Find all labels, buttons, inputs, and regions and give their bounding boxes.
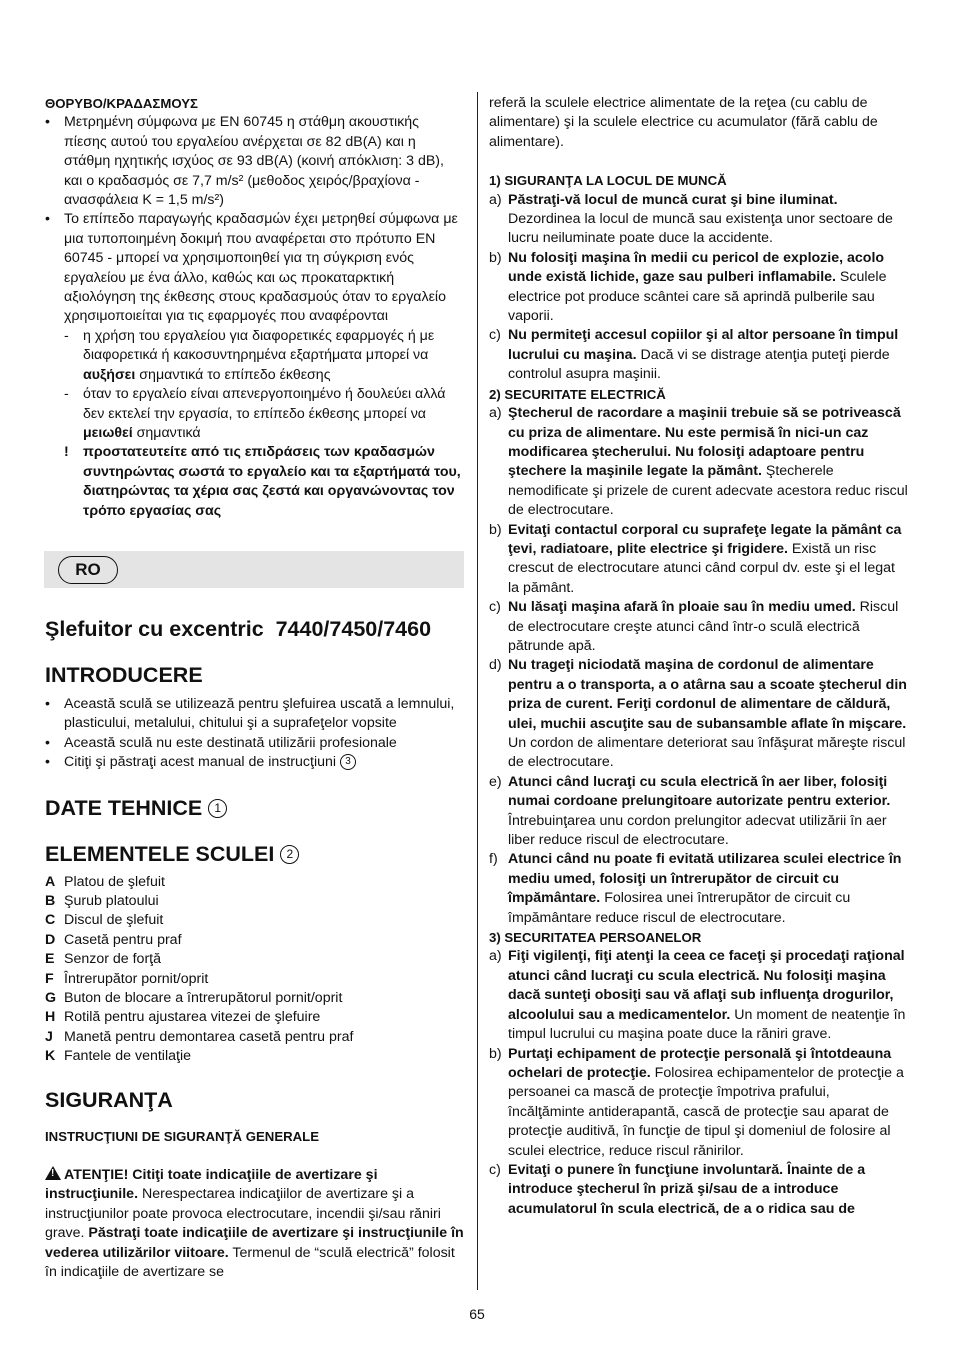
safety-item: [489, 404, 909, 520]
right-column: [489, 94, 909, 1219]
safety-item-letter: c): [489, 327, 501, 344]
safety-item: [489, 773, 909, 851]
bullet-marker: •: [45, 114, 50, 131]
greek-dash-1-text: [83, 327, 465, 385]
safety-item-bold: Păstraţi-vă locul de muncă curat şi bine iluminat.: [508, 191, 838, 208]
element-key: J: [45, 1028, 53, 1045]
greek-dash-1-pre: η χρήση του εργαλείου για διαφορετικές εφαρμογές ή με διαφορετικά ή κακοσυντηρημένα εξαρτήματα μπορεί να: [83, 327, 435, 364]
tech-heading-label: DATE TEHNICE: [45, 795, 203, 820]
safety-item: [489, 850, 909, 928]
greek-dash-1-post: σημαντικά το επίπεδο έκθεσης: [135, 366, 331, 383]
greek-exclamation-text: προστατευτείτε από τις επιδράσεις των κραδασμών συντηρώντας σωστά το εργαλείο και τα εξαρτήματά του, διατηρώντας τα χέρια σας ζεστά και οργανώνοντας τον τρόπο εργασίας σας: [83, 444, 461, 519]
intro-bullet: [45, 753, 465, 772]
section-2-list: [489, 404, 909, 928]
intro-bullet-3-text: [64, 753, 465, 772]
section-3-heading: 3) SECURITATEA PERSOANELOR: [489, 930, 702, 946]
safety-item: [489, 326, 909, 384]
warning-triangle-icon: [45, 1166, 61, 1180]
bullet-marker: •: [45, 734, 50, 751]
dash-marker: -: [64, 386, 69, 403]
intro-bullet: [45, 695, 465, 734]
safety-item-letter: b): [489, 1045, 502, 1062]
intro-bullet-1-text: Această sculă se utilizează pentru şlefuirea uscată a lemnului, plasticului, metalului, chitului şi a suprafeţelor vopsite: [64, 695, 455, 732]
element-label: Buton de blocare a întrerupătorul pornit/oprit: [64, 990, 343, 1006]
safety-item-text: [508, 249, 909, 327]
safety-item: [489, 249, 909, 327]
element-item: [45, 1047, 465, 1066]
safety-item-bold: Ştecherul de racordare a maşinii trebuie să se potrivească cu priza de alimentare. Nu este permisă în nici-un caz modificarea ştecherului. Nu folosiţi adaptoare pentru ştechere la maşinile legate la pământ.: [508, 405, 901, 480]
intro-bullet-3-label: Citiţi şi păstraţi acest manual de instrucţiuni: [64, 754, 337, 771]
safety-item-body: Folosirea unei întrerupător de circuit cu împământare reduce riscul de electrocutare.: [508, 890, 851, 926]
left-column: [45, 94, 465, 1282]
safety-item-body: Folosirea echipamentelor de protecţie a persoanei ca mască de protecţie împotriva prafului, încălţăminte antiderapantă, cască de protecţie sau aparat de protecţie auditivă, în funcţie de tipul şi domeniul de folosire al sculei electrice, reduce riscul rănirilor.: [508, 1064, 904, 1159]
safety-item-text: [508, 521, 909, 599]
element-label: Senzor de forţă: [64, 951, 162, 968]
general-warning: [45, 1166, 465, 1282]
element-key: F: [45, 970, 54, 987]
element-item: [45, 970, 465, 989]
safety-item-bold: Evitaţi o punere în funcţiune involuntară. Înainte de a introduce ştecherul în priză şi/sau de a introduce acumulatorul în scula electrică, de a o ridica sau de: [508, 1161, 866, 1217]
warning-bold-2: Păstraţi toate indicaţiile de avertizare şi instrucţiunile în vederea utilizărilor viitoare.: [45, 1225, 464, 1261]
figure-ref-1: 1: [208, 799, 227, 818]
safety-item-body: Există un risc crescut de electrocutare atunci când corpul dv. este şi el legat la pământ.: [508, 540, 895, 596]
safety-item-text: [508, 1161, 909, 1219]
element-key: E: [45, 951, 55, 968]
section-1-list: [489, 191, 909, 385]
safety-item-text: [508, 1045, 909, 1161]
safety-heading: SIGURANŢA: [45, 1087, 173, 1112]
safety-item-body: Un cordon de alimentare deteriorat sau înfăşurat măreşte riscul de electrocutare.: [508, 735, 906, 771]
greek-bullet-1: [45, 113, 465, 210]
element-key: K: [45, 1048, 56, 1065]
safety-item-body: Dezordinea la locul de muncă sau existenţa unor sectoare de lucru neiluminate poate duce la accidente.: [508, 211, 893, 247]
element-key: D: [45, 931, 56, 948]
element-key: B: [45, 892, 56, 909]
element-key: C: [45, 912, 56, 929]
safety-item-text: [508, 598, 909, 656]
safety-item-text: [508, 850, 909, 928]
dash-marker: -: [64, 327, 69, 344]
safety-item-letter: c): [489, 1161, 501, 1178]
section-1-heading: 1) SIGURANŢA LA LOCUL DE MUNCĂ: [489, 173, 727, 189]
warning-text-1: Nerespectarea indicaţiilor de avertizare şi a instrucţiunilor poate provoca electrocutare, incendii şi/sau răniri grave.: [45, 1186, 441, 1242]
continuation-text: referă la sculele electrice alimentate de la reţea (cu cablu de alimentare) şi la sculele electrice cu acumulator (fără cablu de alimentare).: [489, 95, 878, 150]
intro-heading: INTRODUCERE: [45, 662, 203, 687]
element-label: Discul de şlefuit: [64, 912, 164, 929]
safety-item: [489, 1045, 909, 1161]
safety-item-text: [508, 191, 909, 249]
safety-item-bold: Nu folosiţi maşina în medii cu pericol de explozie, acolo unde există lichide, gaze sau pulberi inflamabile.: [508, 249, 885, 286]
elements-heading-label: ELEMENTELE SCULEI: [45, 841, 275, 866]
safety-item-letter: c): [489, 599, 501, 616]
greek-dash-2-bold: μειωθεί: [83, 424, 133, 441]
safety-item-bold: Fiţi vigilenţi, fiţi atenţi la ceea ce faceţi şi procedaţi raţional atunci când lucraţi cu scula electrică. Nu folosiţi maşina dacă sunteţi obosiţi sau vă aflaţi sub influenţa drogurilor, alcoolului sau a medicamentelor.: [508, 948, 905, 1023]
bullet-marker: •: [45, 754, 50, 771]
language-band: [44, 551, 464, 588]
element-label: Manetă pentru demontarea casetă pentru praf: [64, 1028, 354, 1045]
safety-item-letter: f): [489, 851, 498, 868]
general-safety-heading: INSTRUCŢIUNI DE SIGURANŢĂ GENERALE: [45, 1128, 320, 1144]
section-3-list: [489, 947, 909, 1219]
safety-item-bold: Purtaţi echipament de protecţie personală şi întotdeauna ochelari de protecţie.: [508, 1045, 892, 1081]
safety-item-letter: a): [489, 405, 502, 422]
element-label: Şurub platoului: [64, 892, 159, 909]
intro-bullet-2-text: Această sculă nu este destinată utilizării profesionale: [64, 734, 397, 751]
greek-dash-2-pre: όταν το εργαλείο είναι απενεργοποιημένο ή δουλεύει αλλά δεν εκτελεί την εργασία, το επίπεδο έκθεσης μπορεί να: [83, 386, 446, 422]
safety-item-text: [508, 947, 909, 1044]
safety-item-letter: d): [489, 657, 502, 674]
safety-item-bold: Atunci când nu poate fi evitată utilizarea sculei electrice în mediu umed, folosiţi un întrerupător de circuit cu împământare.: [508, 851, 902, 907]
element-label: Fantele de ventilaţie: [64, 1048, 191, 1065]
safety-item-body: Dacă vi se distrage atenţia puteţi pierde controlul asupra maşinii.: [508, 346, 890, 383]
element-item: [45, 1008, 465, 1027]
element-key: H: [45, 1009, 56, 1026]
greek-dash-2-text: [83, 385, 465, 443]
intro-bullet: [45, 734, 465, 753]
elements-list: [45, 873, 465, 1067]
greek-bullet-2: [45, 210, 465, 326]
safety-item-text: [508, 404, 909, 520]
safety-item-letter: b): [489, 521, 502, 538]
tech-heading: [45, 795, 465, 821]
bullet-marker: •: [45, 211, 50, 228]
figure-ref-3: 3: [340, 754, 356, 770]
element-item: [45, 892, 465, 911]
safety-item-body: Un moment de neatenţie în timpul lucrului cu maşina poate duce la răniri grave.: [508, 1006, 906, 1043]
safety-item-body: Riscul de electrocutare creşte atunci când într-o sculă electrică pătrunde apă.: [508, 599, 899, 654]
element-key: A: [45, 873, 56, 890]
bullet-marker: •: [45, 695, 50, 712]
warning-bold-1: ATENŢIE! Citiţi toate indicaţiile de avertizare şi instrucţiunile.: [45, 1167, 378, 1203]
element-key: G: [45, 990, 57, 1006]
greek-heading: ΘΟΡΥΒΟ/ΚΡΑΔΑΣΜΟΥΣ: [45, 96, 198, 111]
greek-exclamation: [64, 443, 465, 521]
exclamation-icon: !: [64, 444, 69, 461]
safety-item: [489, 598, 909, 656]
element-label: Întrerupător pornit/oprit: [64, 970, 209, 987]
product-title: Şlefuitor cu excentric 7440/7450/7460: [45, 616, 432, 641]
intro-list: [45, 695, 465, 773]
safety-item-letter: e): [489, 773, 502, 790]
element-item: [45, 931, 465, 950]
safety-item: [489, 521, 909, 599]
safety-item-bold: Evitaţi contactul corporal cu suprafeţe legate la pământ ca ţevi, radiatoare, plite electrice şi frigidere.: [508, 521, 902, 557]
element-item: [45, 950, 465, 969]
element-label: Platou de şlefuit: [64, 873, 165, 890]
page-number: 65: [469, 1306, 485, 1322]
safety-item-letter: a): [489, 191, 502, 208]
column-divider: [477, 92, 478, 1290]
element-item: [45, 989, 465, 1008]
safety-item-body: Întrebuinţarea unu cordon prelungitor adecvat utilizării în aer liber reduce riscul de electrocutare.: [508, 812, 887, 849]
element-label: Rotilă pentru ajustarea vitezei de şlefuire: [64, 1009, 321, 1026]
greek-dash-1: [64, 327, 465, 385]
warning-text-2: Termenul de “sculă electrică” folosit în indicaţiile de avertizare se: [45, 1244, 455, 1281]
safety-item-letter: a): [489, 948, 502, 965]
element-label: Casetă pentru praf: [64, 931, 182, 948]
element-item: [45, 911, 465, 930]
safety-item: [489, 191, 909, 249]
safety-item-letter: b): [489, 249, 502, 266]
safety-item-text: [508, 773, 909, 851]
safety-item-bold: Nu trageţi niciodată maşina de cordonul de alimentare pentru a o transporta, a o atârna sau a scoate ştecherul din priza de curent. Feriţi cordonul de alimentare de căldură, ulei, muchii ascuţite sau de subansamble aflate în mişcare.: [508, 657, 907, 732]
safety-item-text: [508, 326, 909, 384]
figure-ref-2: 2: [280, 845, 299, 864]
safety-item: [489, 656, 909, 772]
safety-item-body: Sculele electrice pot produce scântei care să aprindă pulberile sau vaporii.: [508, 269, 887, 325]
safety-item: [489, 1161, 909, 1219]
safety-item-bold: Nu permiteţi accesul copiilor şi al altor persoane în timpul lucrului cu maşina.: [508, 327, 899, 363]
element-item: [45, 1028, 465, 1047]
safety-item-bold: Nu lăsaţi maşina afară în ploaie sau în mediu umed.: [508, 599, 856, 616]
safety-item-text: [508, 656, 909, 772]
elements-heading: [45, 841, 465, 867]
greek-dash-2: [64, 385, 465, 443]
section-2-heading: 2) SECURITATE ELECTRICĂ: [489, 386, 666, 402]
element-item: [45, 873, 465, 892]
safety-item-body: Ştecherele nemodificate şi prizele de curent adecvate acestora reduc riscul de electrocutare.: [508, 463, 908, 519]
greek-dash-1-bold: αυξήσει: [83, 366, 136, 383]
greek-bullet-2-text: Το επίπεδο παραγωγής κραδασμών έχει μετρηθεί σύμφωνα με μια τυποποιημένη δοκιμή που αναφέρεται στο πρότυπο EN 60745 - μπορεί να χρησιμοποιηθεί για τη σύγκριση ενός εργαλείου με ένα άλλο, καθώς και ως προκαταρκτική αξιολόγηση της έκθεσης στους κραδασμούς όταν το εργαλείο χρησιμοποιείται για τις εφαρμογές που αναφέρονται: [64, 211, 458, 325]
greek-dash-2-post: σημαντικά: [132, 424, 201, 441]
safety-item-bold: Atunci când lucraţi cu scula electrică în aer liber, folosiţi numai cordoane prelungitoare autorizate pentru exterior.: [508, 773, 891, 810]
safety-item: [489, 947, 909, 1044]
greek-bullet-1-text: Μετρημένη σύμφωνα με EN 60745 η στάθμη ακουστικής πίεσης αυτού του εργαλείου ανέρχεται σε 82 dB(A) και η στάθμη ηχητικής ισχύος σε 93 dB(A) (κοινή απόκλιση: 3 dB), και ο κραδασμός σε 7,7 m/s² (μεθοδος χειρός/βραχίονα - ανασφάλεια K = 1,5 m/s²): [64, 114, 444, 209]
language-badge: RO: [58, 556, 118, 584]
